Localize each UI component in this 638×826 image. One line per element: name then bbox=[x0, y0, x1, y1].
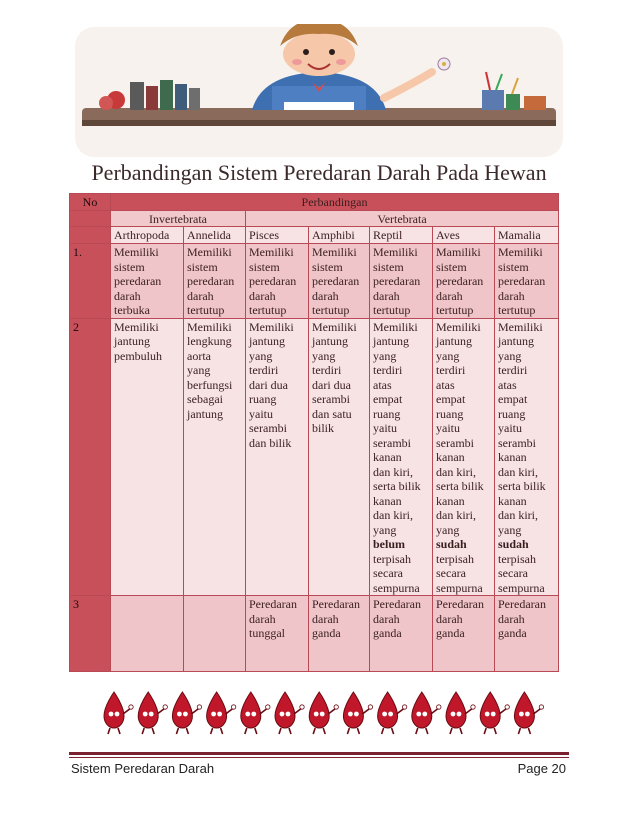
table-cell bbox=[111, 244, 184, 319]
table-cell bbox=[246, 318, 309, 596]
cell-line: empat bbox=[498, 392, 528, 406]
table-cell bbox=[309, 244, 370, 319]
cell-line: ruang bbox=[373, 406, 401, 421]
cell-line: secara bbox=[498, 566, 528, 580]
cell-line: yaitu bbox=[436, 421, 460, 435]
cell-line: tertutup bbox=[312, 303, 350, 317]
cell-line: atas bbox=[436, 377, 455, 392]
column-header: Amphibi bbox=[309, 227, 370, 244]
blood-drop-icon bbox=[241, 692, 270, 734]
row-number: 1. bbox=[70, 244, 111, 319]
column-header: Reptil bbox=[370, 227, 433, 244]
cell-line: darah bbox=[498, 611, 525, 626]
cell-line: dan kiri, bbox=[498, 464, 538, 479]
cell-line: Memiliki bbox=[114, 245, 159, 259]
cell-line: ganda bbox=[312, 626, 341, 640]
cell-line: aorta bbox=[187, 348, 211, 363]
comparison-table bbox=[69, 193, 559, 672]
cell-line: terpisah bbox=[436, 551, 474, 566]
cell-line: dan kiri, bbox=[436, 464, 476, 479]
page-number: Page 20 bbox=[517, 761, 566, 776]
cell-line: terdiri bbox=[373, 363, 403, 377]
cell-line: Memiliki bbox=[498, 245, 543, 259]
footer-rule bbox=[69, 752, 569, 755]
blood-drop-icon bbox=[207, 692, 236, 734]
cell-line: sudah bbox=[498, 537, 529, 551]
cell-line: Peredaran bbox=[436, 597, 484, 611]
cell-line: kanan bbox=[373, 493, 402, 508]
cell-line: yang bbox=[373, 348, 397, 363]
cell-line: serambi bbox=[373, 435, 411, 450]
cell-line: sempurna bbox=[498, 580, 545, 595]
cell-line: terpisah bbox=[373, 551, 411, 566]
cell-line: peredaran bbox=[498, 274, 546, 288]
table-cell bbox=[111, 318, 184, 596]
cell-line: serta bilik bbox=[373, 479, 421, 493]
cell-line: yaitu bbox=[373, 421, 397, 435]
header-illustration bbox=[72, 24, 566, 160]
table-cell bbox=[433, 318, 495, 596]
cell-line: jantung bbox=[312, 334, 348, 348]
header-vertebrata: Vertebrata bbox=[246, 210, 559, 227]
cell-line: kanan bbox=[373, 450, 402, 464]
table-cell bbox=[495, 318, 559, 596]
cell-line: yang bbox=[498, 522, 522, 537]
cell-line: ruang bbox=[498, 406, 526, 421]
cell-line: sebagai bbox=[187, 392, 223, 406]
header-row-1 bbox=[70, 194, 559, 211]
girl-at-desk-illustration bbox=[72, 24, 566, 160]
table-cell bbox=[370, 244, 433, 319]
header-perbandingan: Perbandingan bbox=[111, 194, 559, 211]
table-row bbox=[70, 596, 559, 672]
column-header: Mamalia bbox=[495, 227, 559, 244]
cell-line: berfungsi bbox=[187, 377, 233, 392]
cell-line: darah bbox=[373, 288, 400, 303]
cell-line: darah bbox=[114, 288, 141, 303]
cell-line: darah bbox=[436, 288, 463, 303]
cell-line: sistem bbox=[249, 259, 280, 274]
blood-drop-icon bbox=[480, 692, 509, 734]
cell-line: sistem bbox=[312, 259, 343, 274]
cell-line: Peredaran bbox=[498, 597, 546, 611]
cell-line: bilik bbox=[312, 421, 335, 435]
cell-line: Peredaran bbox=[249, 597, 297, 611]
cell-line: darah bbox=[187, 288, 214, 303]
table-cell bbox=[495, 244, 559, 319]
cell-line: tertutup bbox=[436, 303, 474, 317]
cell-line: dan bilik bbox=[249, 435, 292, 450]
cell-line: dan kiri, bbox=[373, 464, 413, 479]
cell-line: tertutup bbox=[249, 303, 287, 317]
header-row-3 bbox=[70, 227, 559, 244]
cell-line: sudah bbox=[436, 537, 467, 551]
blood-drop-icon bbox=[138, 692, 167, 734]
cell-line: empat bbox=[373, 392, 403, 406]
table-row bbox=[70, 318, 559, 596]
table-cell bbox=[111, 596, 184, 672]
cell-line: belum bbox=[373, 537, 406, 551]
row-number: 2 bbox=[70, 318, 111, 596]
cell-line: tunggal bbox=[249, 626, 285, 640]
cell-line: sistem bbox=[436, 259, 467, 274]
cell-line: darah bbox=[312, 288, 339, 303]
footer-title: Sistem Peredaran Darah bbox=[71, 761, 215, 776]
cell-line: serambi bbox=[312, 392, 350, 406]
cell-line: sempurna bbox=[373, 580, 420, 595]
cell-line: peredaran bbox=[187, 274, 235, 288]
cell-line: serambi bbox=[498, 435, 536, 450]
cell-line: yaitu bbox=[249, 406, 273, 421]
cell-line: peredaran bbox=[114, 274, 162, 288]
cell-line: peredaran bbox=[312, 274, 360, 288]
table-cell bbox=[370, 596, 433, 672]
cell-line: Memiliki bbox=[312, 245, 357, 259]
cell-line: ganda bbox=[436, 626, 465, 640]
cell-line: darah bbox=[312, 611, 339, 626]
cell-line: kanan bbox=[498, 493, 527, 508]
cell-line: terbuka bbox=[114, 303, 150, 317]
cell-line: yang bbox=[312, 348, 336, 363]
cell-line: serta bilik bbox=[436, 479, 484, 493]
table-cell bbox=[433, 596, 495, 672]
cell-line: secara bbox=[436, 566, 466, 580]
cell-line: sistem bbox=[187, 259, 218, 274]
cell-line: terdiri bbox=[249, 363, 279, 377]
cell-line: terdiri bbox=[498, 363, 528, 377]
cell-line: Memiliki bbox=[187, 245, 232, 259]
header-no: No bbox=[70, 194, 111, 211]
blood-drop-icon bbox=[378, 692, 407, 734]
cell-line: lengkung bbox=[187, 334, 232, 348]
table-cell bbox=[370, 318, 433, 596]
cell-line: terpisah bbox=[498, 551, 536, 566]
column-header: Pisces bbox=[246, 227, 309, 244]
cell-line: Memiliki bbox=[187, 319, 232, 334]
cell-line: jantung bbox=[373, 334, 409, 348]
table-cell bbox=[433, 244, 495, 319]
row-number: 3 bbox=[70, 596, 111, 672]
cell-line: ganda bbox=[373, 626, 402, 640]
blood-drop-icon bbox=[446, 692, 475, 734]
cell-line: Peredaran bbox=[373, 597, 421, 611]
cell-line: atas bbox=[373, 377, 392, 392]
blood-drop-border bbox=[96, 688, 546, 736]
cell-line: jantung bbox=[114, 334, 150, 348]
cell-line: yang bbox=[498, 348, 522, 363]
cell-line: Mamiliki bbox=[436, 245, 481, 259]
cell-line: yang bbox=[373, 522, 397, 537]
table-cell bbox=[309, 318, 370, 596]
blood-drop-icon bbox=[343, 692, 372, 734]
cell-line: sistem bbox=[373, 259, 404, 274]
cell-line: jantung bbox=[436, 334, 472, 348]
cell-line: empat bbox=[436, 392, 466, 406]
cell-line: Memiliki bbox=[373, 245, 418, 259]
header-row-2 bbox=[70, 210, 559, 227]
cell-line: yang bbox=[436, 348, 460, 363]
cell-line: dan kiri, bbox=[436, 508, 476, 522]
table-cell bbox=[246, 596, 309, 672]
cell-line: terdiri bbox=[312, 363, 342, 377]
blood-drop-icon bbox=[412, 692, 441, 734]
cell-line: ganda bbox=[498, 626, 527, 640]
header-invertebrata: Invertebrata bbox=[111, 210, 246, 227]
cell-line: kanan bbox=[436, 493, 465, 508]
blood-drop-icon bbox=[172, 692, 201, 734]
cell-line: Memiliki bbox=[114, 319, 159, 334]
cell-line: Memiliki bbox=[436, 319, 481, 334]
cell-line: yang bbox=[436, 522, 460, 537]
cell-line: dan kiri, bbox=[498, 508, 538, 522]
cell-line: dan satu bbox=[312, 406, 352, 421]
table-cell bbox=[184, 596, 246, 672]
cell-line: secara bbox=[373, 566, 403, 580]
cell-line: darah bbox=[249, 288, 276, 303]
cell-line: peredaran bbox=[249, 274, 297, 288]
cell-line: tertutup bbox=[498, 303, 536, 317]
cell-line: jantung bbox=[498, 334, 534, 348]
blood-drop-icon bbox=[309, 692, 338, 734]
table-cell bbox=[309, 596, 370, 672]
table-cell bbox=[184, 318, 246, 596]
table-row bbox=[70, 244, 559, 319]
page-title: Perbandingan Sistem Peredaran Darah Pada Hewan bbox=[91, 160, 547, 185]
cell-line: sistem bbox=[114, 259, 145, 274]
column-header: Aves bbox=[433, 227, 495, 244]
table-cell bbox=[495, 596, 559, 672]
cell-line: peredaran bbox=[373, 274, 421, 288]
cell-line: dari dua bbox=[249, 377, 288, 392]
cell-line: pembuluh bbox=[114, 348, 162, 363]
cell-line: peredaran bbox=[436, 274, 484, 288]
cell-line: jantung bbox=[187, 406, 223, 421]
cell-line: darah bbox=[498, 288, 525, 303]
cell-line: serambi bbox=[436, 435, 474, 450]
cell-line: yang bbox=[249, 348, 273, 363]
cell-line: ruang bbox=[436, 406, 464, 421]
footer-rule-thin bbox=[69, 757, 569, 758]
cell-line: Memiliki bbox=[312, 319, 357, 334]
cell-line: dan kiri, bbox=[373, 508, 413, 522]
cell-line: tertutup bbox=[187, 303, 225, 317]
cell-line: Memiliki bbox=[373, 319, 418, 334]
cell-line: kanan bbox=[436, 450, 465, 464]
cell-line: Memiliki bbox=[498, 319, 543, 334]
cell-line: Peredaran bbox=[312, 597, 360, 611]
column-header: Annelida bbox=[184, 227, 246, 244]
column-header: Arthropoda bbox=[111, 227, 184, 244]
cell-line: ruang bbox=[249, 392, 277, 406]
cell-line: darah bbox=[249, 611, 276, 626]
blood-drop-icon bbox=[514, 692, 543, 734]
cell-line: Memiliki bbox=[249, 319, 294, 334]
table-cell bbox=[184, 244, 246, 319]
blood-drop-icon bbox=[275, 692, 304, 734]
cell-line: kanan bbox=[498, 450, 527, 464]
cell-line: serambi bbox=[249, 421, 287, 435]
cell-line: atas bbox=[498, 377, 517, 392]
cell-line: serta bilik bbox=[498, 479, 546, 493]
cell-line: jantung bbox=[249, 334, 285, 348]
blood-drop-icon bbox=[104, 692, 133, 734]
cell-line: dari dua bbox=[312, 377, 351, 392]
cell-line: terdiri bbox=[436, 363, 466, 377]
cell-line: sistem bbox=[498, 259, 529, 274]
table-cell bbox=[246, 244, 309, 319]
cell-line: tertutup bbox=[373, 303, 411, 317]
cell-line: darah bbox=[373, 611, 400, 626]
cell-line: darah bbox=[436, 611, 463, 626]
cell-line: Memiliki bbox=[249, 245, 294, 259]
cell-line: sempurna bbox=[436, 580, 483, 595]
cell-line: yaitu bbox=[498, 421, 522, 435]
cell-line: yang bbox=[187, 363, 211, 377]
